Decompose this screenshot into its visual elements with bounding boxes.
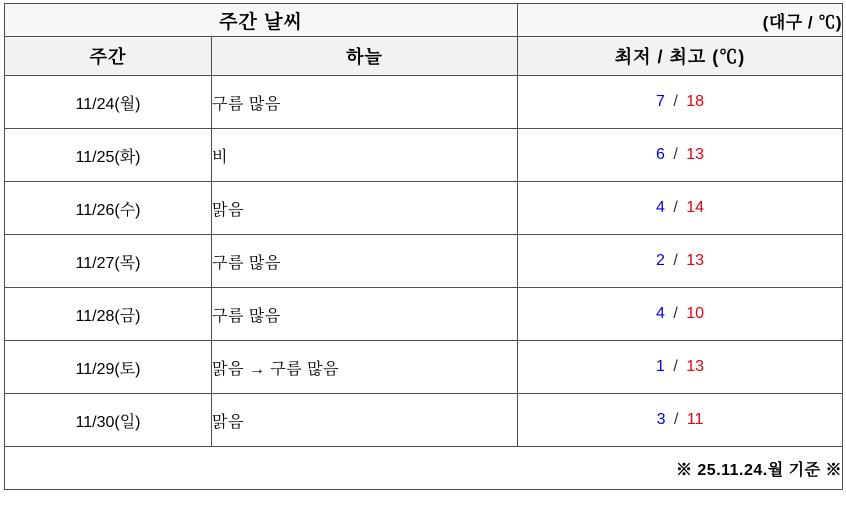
- min-temp-value: 1: [655, 358, 665, 375]
- cell-day: 11/29(토): [5, 341, 212, 394]
- temp-separator: /: [673, 252, 678, 269]
- max-temp-value: 18: [686, 93, 705, 110]
- table-footer-row: [5, 447, 843, 490]
- cell-day: 11/27(목): [5, 235, 212, 288]
- cell-sky: 구름 많음: [212, 288, 518, 341]
- cell-temp: [518, 394, 843, 447]
- temp-separator: /: [673, 411, 679, 428]
- cell-sky: 맑음: [212, 182, 518, 235]
- temp-separator: /: [673, 146, 678, 163]
- cell-sky: 구름 많음: [212, 76, 518, 129]
- cell-temp: [518, 76, 843, 129]
- column-header-sky: 하늘: [212, 37, 518, 76]
- cell-temp: [518, 129, 843, 182]
- min-temp-value: 7: [655, 93, 665, 110]
- cell-temp: [518, 182, 843, 235]
- min-temp-value: 3: [656, 411, 666, 428]
- cell-sky: 비: [212, 129, 518, 182]
- cell-day: 11/28(금): [5, 288, 212, 341]
- temp-separator: /: [673, 93, 678, 110]
- table-row: [5, 235, 843, 288]
- max-temp-value: 10: [686, 305, 705, 322]
- cell-temp: [518, 341, 843, 394]
- min-temp-value: 4: [655, 199, 665, 216]
- cell-temp: [518, 288, 843, 341]
- table-row: [5, 182, 843, 235]
- cell-day: 11/25(화): [5, 129, 212, 182]
- page-title: 주간 날씨: [5, 4, 518, 37]
- table-title-row: [5, 4, 843, 37]
- cell-day: 11/26(수): [5, 182, 212, 235]
- temp-separator: /: [673, 305, 678, 322]
- cell-temp: [518, 235, 843, 288]
- temp-separator: /: [673, 199, 678, 216]
- table-header-row: [5, 37, 843, 76]
- column-header-temp: 최저 / 최고 (℃): [518, 37, 843, 76]
- reference-date-note: ※ 25.11.24.월 기준 ※: [5, 447, 843, 490]
- cell-sky: 구름 많음: [212, 235, 518, 288]
- min-temp-value: 4: [655, 305, 665, 322]
- column-header-day: 주간: [5, 37, 212, 76]
- cell-sky: 맑음 → 구름 많음: [212, 341, 518, 394]
- weekly-weather-table: [4, 3, 843, 490]
- min-temp-value: 2: [655, 252, 665, 269]
- max-temp-value: 13: [686, 146, 705, 163]
- weekly-weather-table-sheet: [0, 3, 846, 520]
- max-temp-value: 13: [686, 252, 705, 269]
- table-row: [5, 129, 843, 182]
- max-temp-value: 13: [686, 358, 705, 375]
- temp-separator: /: [673, 358, 678, 375]
- table-row: [5, 394, 843, 447]
- cell-day: 11/30(일): [5, 394, 212, 447]
- min-temp-value: 6: [655, 146, 665, 163]
- max-temp-value: 14: [686, 199, 705, 216]
- table-row: [5, 341, 843, 394]
- max-temp-value: 11: [686, 411, 704, 428]
- cell-sky: 맑음: [212, 394, 518, 447]
- region-unit-label: (대구 / ℃): [518, 4, 843, 37]
- table-row: [5, 288, 843, 341]
- cell-day: 11/24(월): [5, 76, 212, 129]
- table-row: [5, 76, 843, 129]
